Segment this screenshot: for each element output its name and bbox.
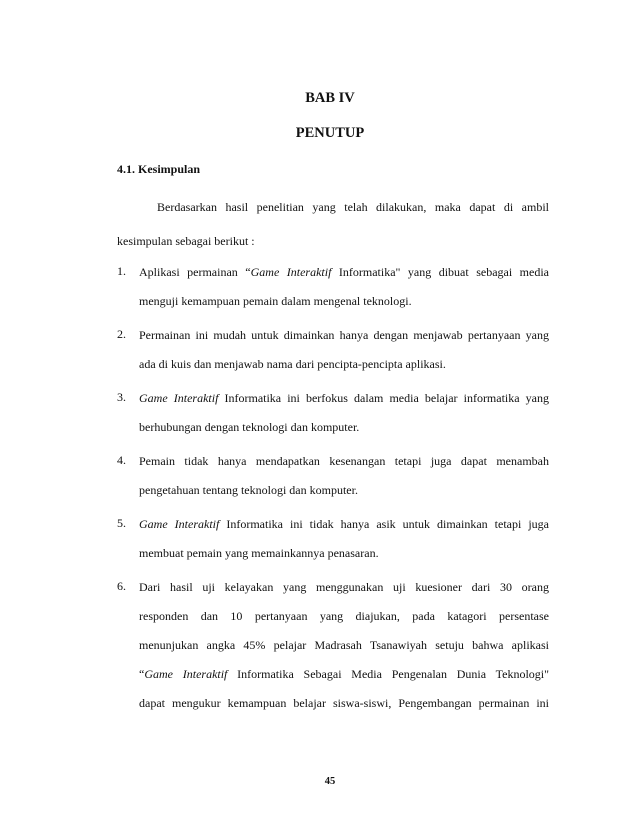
item-line: Game Interaktif Informatika ini tidak hanya asik untuk dimainkan tetapi juga [139, 517, 549, 531]
list-item [117, 516, 549, 574]
item-line: Permainan ini mudah untuk dimainkan hanya dengan menjawab pertanyaan yang [139, 328, 549, 342]
item-number: 2. [117, 327, 126, 341]
item-line: dapat mengukur kemampuan belajar siswa-siswi, Pengembangan permainan ini [139, 696, 549, 710]
item-line: responden dan 10 pertanyaan yang diajukan, pada katagori persentase [139, 609, 549, 623]
item-line: Dari hasil uji kelayakan yang menggunakan uji kuesioner dari 30 orang [139, 580, 549, 594]
item-line: Game Interaktif Informatika ini berfokus dalam media belajar informatika yang [139, 391, 549, 405]
item-line: membuat pemain yang memainkannya penasaran. [139, 546, 379, 560]
list-item [117, 264, 549, 322]
item-line: pengetahuan tentang teknologi dan komputer. [139, 483, 358, 497]
intro-paragraph-line-1: Berdasarkan hasil penelitian yang telah dilakukan, maka dapat di ambil [157, 200, 549, 214]
list-item [117, 579, 549, 724]
list-item [117, 453, 549, 511]
item-line: Aplikasi permainan “Game Interaktif Informatika" yang dibuat sebagai media [139, 265, 549, 279]
item-number: 1. [117, 264, 126, 278]
item-line: berhubungan dengan teknologi dan komputer. [139, 420, 360, 434]
item-number: 6. [117, 579, 126, 593]
item-number: 5. [117, 516, 126, 530]
item-line: menunjukan angka 45% pelajar Madrasah Tsanawiyah setuju bahwa aplikasi [139, 638, 549, 652]
page-number: 45 [324, 776, 336, 787]
conclusion-list [117, 264, 549, 729]
item-line: menguji kemampuan pemain dalam mengenal teknologi. [139, 294, 412, 308]
intro-paragraph-line-2: kesimpulan sebagai berikut : [117, 234, 255, 248]
item-line: Pemain tidak hanya mendapatkan kesenangan tetapi juga dapat menambah [139, 454, 549, 468]
item-number: 3. [117, 390, 126, 404]
item-line: ada di kuis dan menjawab nama dari pencipta-pencipta aplikasi. [139, 357, 446, 371]
item-number: 4. [117, 453, 126, 467]
item-line: “Game Interaktif Informatika Sebagai Media Pengenalan Dunia Teknologi" [139, 667, 549, 681]
list-item [117, 327, 549, 385]
section-heading: 4.1. Kesimpulan [117, 162, 201, 176]
list-item [117, 390, 549, 448]
chapter-number: BAB IV [305, 90, 355, 106]
chapter-title: PENUTUP [295, 125, 365, 141]
